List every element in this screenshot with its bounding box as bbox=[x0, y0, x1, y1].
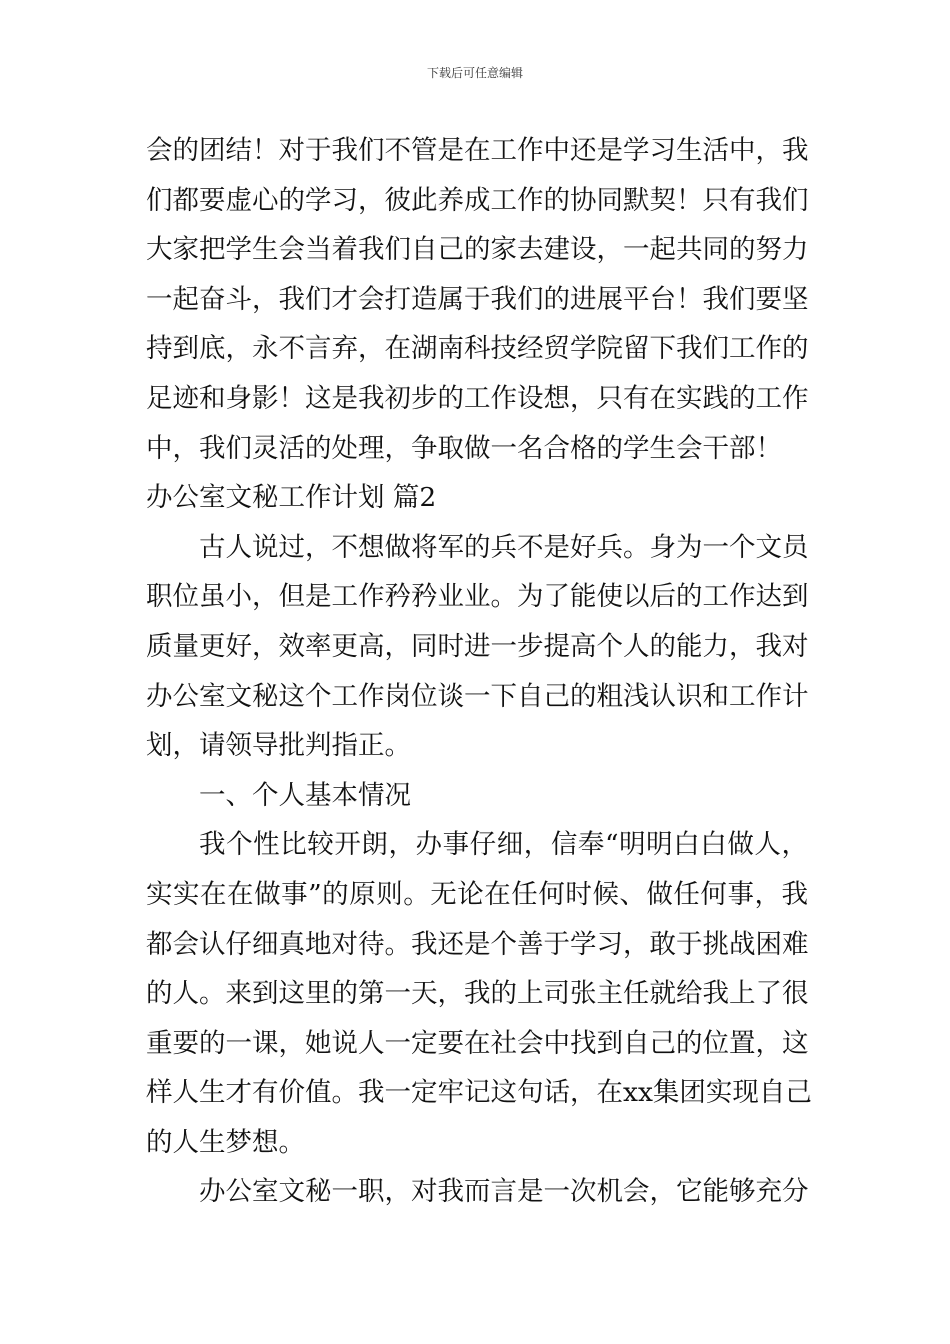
text-line: 办公室文秘一职，对我而言是一次机会，它能够充分 bbox=[199, 1176, 809, 1208]
text-line: 办公室文秘这个工作岗位谈一下自己的粗浅认识和工作计 bbox=[146, 680, 809, 712]
text-line: 们都要虚心的学习，彼此养成工作的协同默契！只有我们 bbox=[146, 184, 809, 216]
page-header: 下载后可任意编辑 bbox=[426, 66, 523, 80]
text-line: 大家把学生会当着我们自己的家去建设，一起共同的努力 bbox=[146, 234, 809, 266]
text-line: 古人说过，不想做将军的兵不是好兵。身为一个文员 bbox=[199, 531, 809, 563]
text-line: 的人。来到这里的第一天，我的上司张主任就给我上了很 bbox=[146, 978, 809, 1010]
text-line: 我个性比较开朗，办事仔细，信奉“明明白白做人， bbox=[199, 829, 808, 861]
document-body bbox=[146, 126, 812, 1217]
text-line: 划，请领导批判指正。 bbox=[146, 730, 411, 762]
text-line: 办公室文秘工作计划 篇2 bbox=[146, 482, 437, 514]
text-line: 重要的一课，她说人一定要在社会中找到自己的位置，这 bbox=[146, 1027, 809, 1059]
text-line: 的人生梦想。 bbox=[146, 1126, 305, 1158]
text-line: 一、个人基本情况 bbox=[199, 779, 411, 811]
text-line: 足迹和身影！这是我初步的工作设想，只有在实践的工作 bbox=[146, 382, 809, 414]
text-line: 会的团结！对于我们不管是在工作中还是学习生活中，我 bbox=[146, 135, 809, 166]
text-line: 一起奋斗，我们才会打造属于我们的进展平台！我们要坚 bbox=[146, 283, 809, 315]
text-line: 持到底，永不言弃，在湖南科技经贸学院留下我们工作的 bbox=[146, 333, 809, 365]
text-line: 实实在在做事”的原则。无论在任何时候、做任何事，我 bbox=[146, 878, 808, 910]
text-line: 样人生才有价值。我一定牢记这句话，在xx集团实现自己 bbox=[146, 1077, 812, 1109]
text-line: 职位虽小，但是工作矜矜业业。为了能使以后的工作达到 bbox=[146, 581, 809, 613]
text-line: 质量更好，效率更高，同时进一步提高个人的能力，我对 bbox=[146, 630, 809, 662]
text-line: 都会认仔细真地对待。我还是个善于学习，敢于挑战困难 bbox=[146, 928, 809, 960]
text-line: 中，我们灵活的处理，争取做一名合格的学生会干部！ bbox=[146, 432, 782, 464]
